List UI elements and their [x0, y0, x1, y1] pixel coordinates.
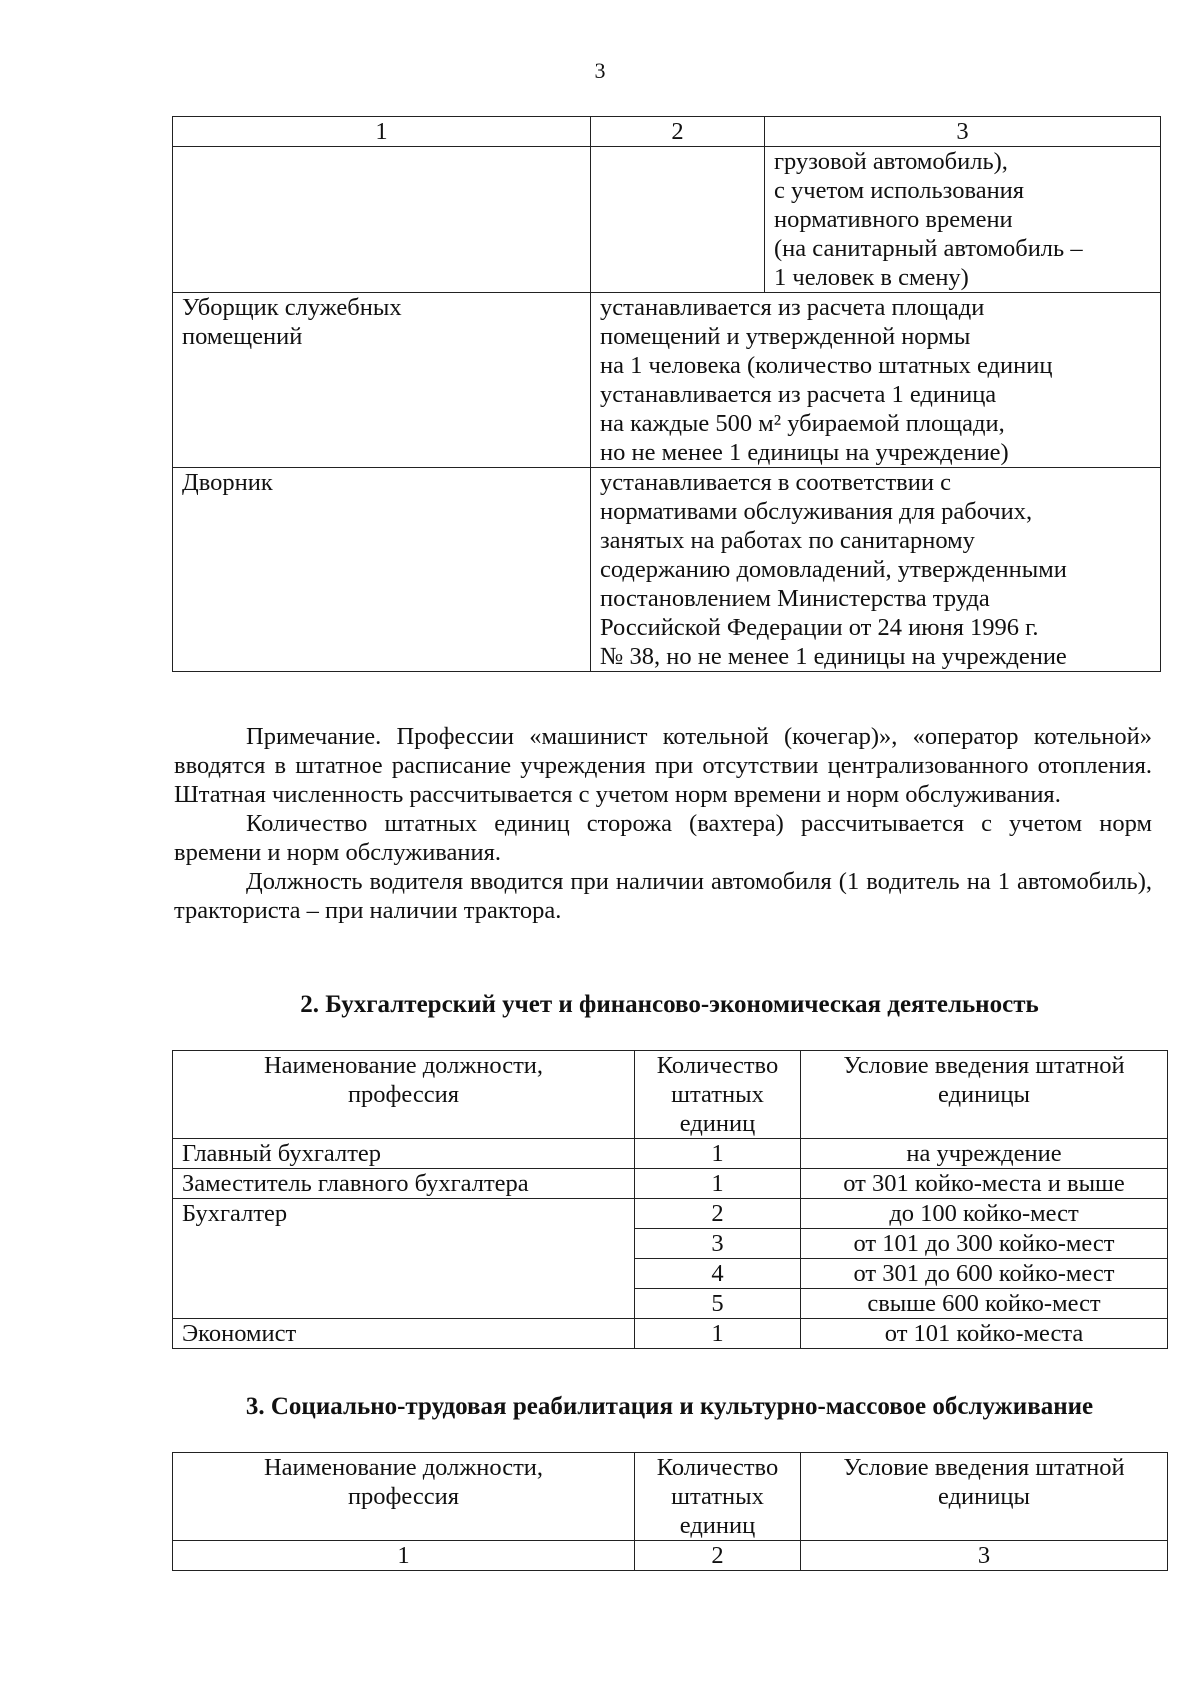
table-cell-condition: от 101 койко-места [801, 1319, 1168, 1349]
text-line: на 1 человека (количество штатных единиц [600, 352, 1053, 379]
text-line: устанавливается из расчета площади [600, 294, 985, 321]
text-line: Количество [656, 1052, 779, 1079]
header-count [635, 1051, 801, 1139]
text-line: Российской Федерации от 24 июня 1996 г. [600, 614, 1039, 641]
text-line: на каждые 500 м² убираемой площади, [600, 410, 1005, 437]
text-line: грузовой автомобиль), [774, 148, 1008, 175]
table-cell-condition [591, 293, 1161, 468]
table-header-row [173, 1051, 1168, 1139]
table-cell-condition [591, 468, 1161, 672]
text-line: штатных [671, 1483, 764, 1510]
header-name [173, 1453, 635, 1541]
table-row [173, 293, 1161, 468]
section-heading: 2. Бухгалтерский учет и финансово-экономическая деятельность [300, 991, 1039, 1018]
table-cell-condition: от 301 до 600 койко-мест [801, 1259, 1168, 1289]
table-cell-count: 1 [635, 1319, 801, 1349]
table-cell-count: 1 [635, 1169, 801, 1199]
text-line: единиц [679, 1512, 756, 1539]
table-cell-name: Бухгалтер [173, 1199, 635, 1319]
text-line: но не менее 1 единицы на учреждение) [600, 439, 1009, 466]
table-header-row [173, 117, 1161, 147]
text-line: нормативами обслуживания для рабочих, [600, 498, 1033, 525]
column-number: 1 [173, 117, 591, 147]
column-number: 3 [765, 117, 1161, 147]
text-line: (на санитарный автомобиль – [774, 235, 1083, 262]
table-cell-name [173, 468, 591, 672]
text-line: с учетом использования [774, 177, 1025, 204]
table-cell-name: Главный бухгалтер [173, 1139, 635, 1169]
text-line: Условие введения штатной [843, 1052, 1125, 1079]
text-line: единицы [938, 1483, 1030, 1510]
table-cell-name: Заместитель главного бухгалтера [173, 1169, 635, 1199]
text-line: профессия [347, 1081, 460, 1108]
text-line: нормативного времени [774, 206, 1013, 233]
header-name [173, 1051, 635, 1139]
table-cell-empty [591, 147, 765, 293]
table-cell-count: 3 [635, 1229, 801, 1259]
column-number: 2 [591, 117, 765, 147]
table-row [173, 1169, 1168, 1199]
rehabilitation-staff-table [172, 1452, 1168, 1571]
text-line: постановлением Министерства труда [600, 585, 990, 612]
table-cell-condition: на учреждение [801, 1139, 1168, 1169]
table-cell-condition: от 101 до 300 койко-мест [801, 1229, 1168, 1259]
text-line: профессия [347, 1483, 460, 1510]
text-line: устанавливается из расчета 1 единица [600, 381, 997, 408]
column-number: 1 [173, 1541, 635, 1571]
column-number: 2 [635, 1541, 801, 1571]
note-paragraph: Примечание. Профессии «машинист котельной (кочегар)», «оператор котельной» вводятся в штатное расписание учреждения при отсутствии централизованного отопления. Штатная численность рассчитывается с учетом норм времени и норм обслуживания. [174, 723, 1152, 808]
table-cell-count: 2 [635, 1199, 801, 1229]
table-cell-name: Экономист [173, 1319, 635, 1349]
text-line: Наименование должности, [263, 1454, 544, 1481]
note-block [174, 722, 1152, 925]
staff-table-continued [172, 116, 1161, 672]
header-condition [801, 1051, 1168, 1139]
table-cell-name [173, 293, 591, 468]
table-row [173, 147, 1161, 293]
table-cell-count: 1 [635, 1139, 801, 1169]
table-cell-condition: от 301 койко-места и выше [801, 1169, 1168, 1199]
text-line: Условие введения штатной [843, 1454, 1125, 1481]
text-line: устанавливается в соответствии с [600, 469, 951, 496]
table-row [173, 468, 1161, 672]
note-paragraph: Должность водителя вводится при наличии автомобиля (1 водитель на 1 автомобиль), тракториста – при наличии трактора. [174, 868, 1152, 924]
text-line: Дворник [182, 469, 273, 496]
header-count [635, 1453, 801, 1541]
text-line: единиц [679, 1110, 756, 1137]
text-line: 1 человек в смену) [774, 264, 969, 291]
text-line: штатных [671, 1081, 764, 1108]
text-line: помещений и утвержденной нормы [600, 323, 971, 350]
table-cell-count: 4 [635, 1259, 801, 1289]
table-row [173, 1541, 1168, 1571]
text-line: единицы [938, 1081, 1030, 1108]
text-line: № 38, но не менее 1 единицы на учреждение [600, 643, 1067, 670]
table-row [173, 1199, 1168, 1229]
page-number: 3 [594, 58, 606, 83]
table-cell-count: 5 [635, 1289, 801, 1319]
text-line: занятых на работах по санитарному [600, 527, 975, 554]
section-heading: 3. Социально-трудовая реабилитация и культурно-массовое обслуживание [245, 1393, 1094, 1420]
accounting-staff-table [172, 1050, 1168, 1349]
table-header-row [173, 1453, 1168, 1541]
text-line: помещений [182, 323, 303, 350]
table-cell-condition: свыше 600 койко-мест [801, 1289, 1168, 1319]
table-cell-condition: до 100 койко-мест [801, 1199, 1168, 1229]
table-cell-empty [173, 147, 591, 293]
table-cell-condition [765, 147, 1161, 293]
text-line: Уборщик служебных [182, 294, 402, 321]
note-paragraph: Количество штатных единиц сторожа (вахтера) рассчитывается с учетом норм времени и норм обслуживания. [174, 810, 1152, 866]
text-line: Наименование должности, [263, 1052, 544, 1079]
header-condition [801, 1453, 1168, 1541]
text-line: содержанию домовладений, утвержденными [600, 556, 1067, 583]
column-number: 3 [801, 1541, 1168, 1571]
text-line: Количество [656, 1454, 779, 1481]
table-row [173, 1139, 1168, 1169]
table-row [173, 1319, 1168, 1349]
